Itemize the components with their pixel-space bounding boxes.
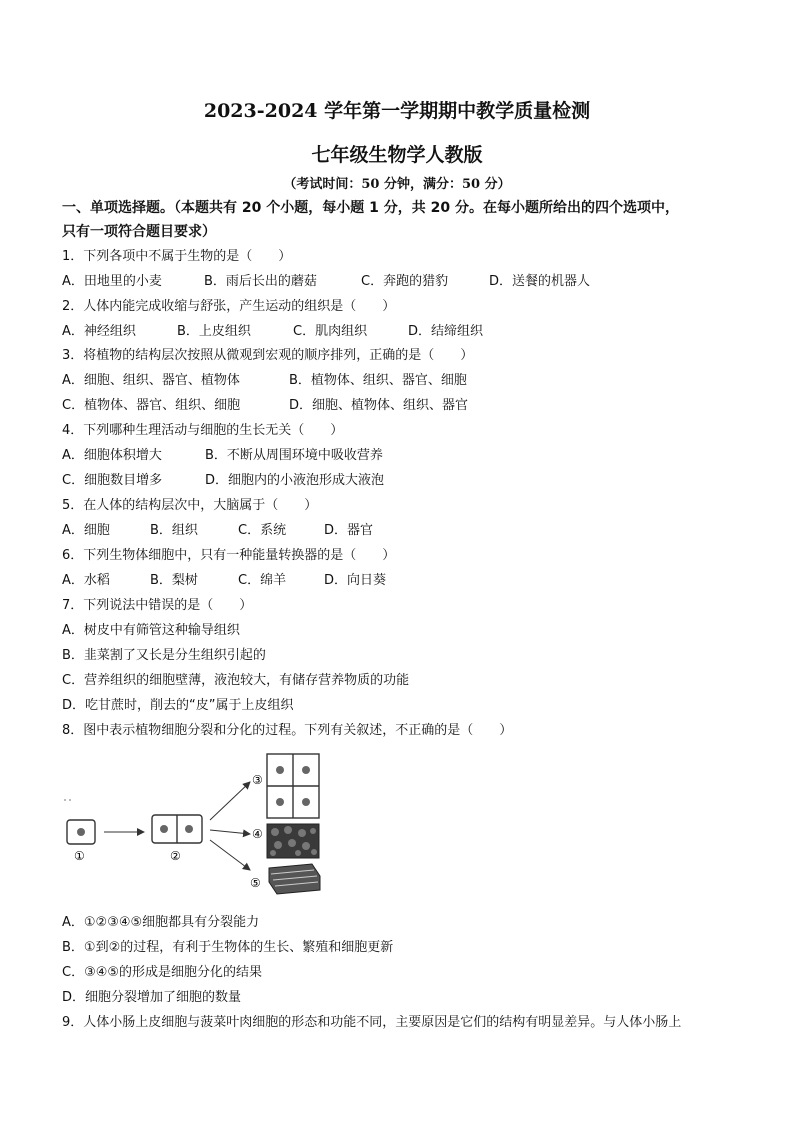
two-cells: [152, 815, 202, 843]
option-d: D．细胞、植物体、组织、器官: [289, 398, 469, 413]
question-6-options: [62, 573, 386, 589]
question-7-option-a: A．树皮中有筛管这种输导组织: [62, 623, 240, 638]
question-8-stem: 8．图中表示植物细胞分裂和分化的过程。下列有关叙述，不正确的是（ ）: [62, 723, 513, 738]
option-b: B．梨树: [150, 573, 198, 588]
question-3-options-ab: [62, 373, 467, 389]
option-d: D．细胞内的小液泡形成大液泡: [205, 473, 385, 488]
single-cell: [67, 820, 95, 844]
question-4-stem: 4．下列哪种生理活动与细胞的生长无关（ ）: [62, 423, 344, 438]
option-a: A．细胞体积增大: [62, 448, 162, 463]
section-heading-cont: 只有一项符合题目要求）: [62, 224, 216, 240]
option-b: B．雨后长出的蘑菇: [204, 274, 317, 289]
option-c: C．肌肉组织: [293, 324, 368, 339]
option-c: C．奔跑的猎豹: [361, 274, 449, 289]
question-5-stem: 5．在人体的结构层次中，大脑属于（ ）: [62, 498, 318, 513]
question-4-options-ab: [62, 448, 383, 464]
label-2: ②: [170, 849, 181, 863]
exam-info: （考试时间：50 分钟，满分：50 分）: [283, 177, 511, 192]
question-2-options: [62, 324, 483, 340]
option-b: B．组织: [150, 523, 198, 538]
question-3-options-cd: [62, 398, 468, 414]
option-d: D．器官: [324, 523, 374, 538]
option-b: B．不断从周围环境中吸收营养: [205, 448, 383, 463]
question-6-stem: 6．下列生物体细胞中，只有一种能量转换器的是（ ）: [62, 548, 396, 563]
question-1-stem: 1．下列各项中不属于生物的是（ ）: [62, 249, 292, 264]
question-8-option-c: C．③④⑤的形成是细胞分化的结果: [62, 965, 263, 980]
label-3: ③: [252, 773, 263, 787]
arrow: [210, 830, 250, 834]
question-3-stem: 3．将植物的结构层次按照从微观到宏观的顺序排列，正确的是（ ）: [62, 348, 474, 363]
section-heading: 一、单项选择题。（本题共有 20 个小题，每小题 1 分，共 20 分。在每小题所给出的四个选项中，: [62, 200, 679, 216]
option-d: D．向日葵: [324, 573, 387, 588]
arrow: [210, 782, 250, 820]
question-8-option-b: B．①到②的过程，有利于生物体的生长、繁殖和细胞更新: [62, 940, 394, 955]
question-7-stem: 7．下列说法中错误的是（ ）: [62, 598, 253, 613]
option-c: C．植物体、器官、组织、细胞: [62, 398, 241, 413]
cell-division-diagram: [62, 752, 332, 900]
question-1-options: [62, 274, 590, 290]
option-b: B．上皮组织: [177, 324, 251, 339]
exam-subtitle: 七年级生物学人教版: [311, 144, 483, 166]
cell-group-3: [267, 754, 319, 818]
option-a: A．神经组织: [62, 324, 136, 339]
question-7-option-c: C．营养组织的细胞壁薄，液泡较大，有储存营养物质的功能: [62, 673, 410, 688]
question-9-stem: 9．人体小肠上皮细胞与菠菜叶肉细胞的形态和功能不同，主要原因是它们的结构有明显差异。与人体小肠上: [62, 1015, 682, 1030]
cell-group-5: [269, 864, 320, 894]
cell-group-4: [267, 824, 319, 858]
option-c: C．绵羊: [238, 573, 287, 588]
option-a: A．细胞、组织、器官、植物体: [62, 373, 240, 388]
option-c: C．细胞数目增多: [62, 473, 163, 488]
option-a: A．水稻: [62, 573, 110, 588]
question-5-options: [62, 523, 373, 539]
question-8-option-a: A．①②③④⑤细胞都具有分裂能力: [62, 915, 260, 930]
option-d: D．结缔组织: [408, 324, 484, 339]
exam-title: 2023-2024 学年第一学期期中教学质量检测: [203, 100, 591, 122]
option-a: A．细胞: [62, 523, 110, 538]
label-1: ①: [74, 849, 85, 863]
question-7-option-d: D．吃甘蔗时，削去的“皮”属于上皮组织: [62, 698, 294, 713]
label-5: ⑤: [250, 876, 261, 890]
question-4-options-cd: [62, 473, 384, 489]
arrow: [210, 840, 250, 870]
question-8-option-d: D．细胞分裂增加了细胞的数量: [62, 990, 242, 1005]
question-7-option-b: B．韭菜割了又长是分生组织引起的: [62, 648, 266, 663]
option-d: D．送餐的机器人: [489, 274, 591, 289]
option-c: C．系统: [238, 523, 287, 538]
option-a: A．田地里的小麦: [62, 274, 162, 289]
question-2-stem: 2．人体内能完成收缩与舒张，产生运动的组织是（ ）: [62, 299, 396, 314]
option-b: B．植物体、组织、器官、细胞: [289, 373, 467, 388]
label-4: ④: [252, 827, 263, 841]
